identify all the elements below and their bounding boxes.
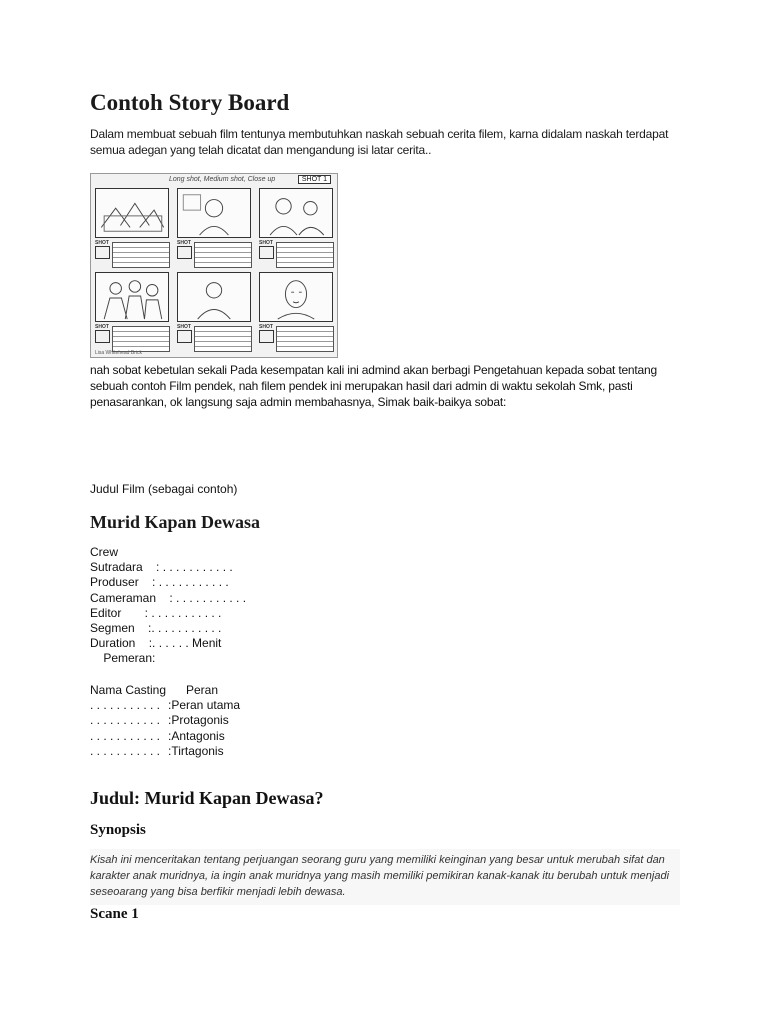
crew-line: Sutradara : . . . . . . . . . . . bbox=[90, 560, 233, 575]
shot-number-box bbox=[95, 246, 110, 259]
crew-list bbox=[90, 545, 246, 667]
storyboard-footer: Lisa Whitehead Brick bbox=[95, 350, 142, 356]
cast-role: :Peran utama bbox=[168, 698, 241, 713]
cast-row bbox=[90, 744, 240, 759]
shot-label: SHOT bbox=[259, 240, 273, 246]
storyboard-caption-5 bbox=[177, 324, 251, 352]
cast-name: . . . . . . . . . . . bbox=[90, 743, 161, 758]
caption-lines bbox=[112, 326, 170, 352]
cast-header-row bbox=[90, 683, 240, 698]
crew-line: Produser : . . . . . . . . . . . bbox=[90, 575, 229, 590]
after-image-paragraph: nah sobat kebetulan sekali Pada kesempatan kali ini admind akan berbagi Pengetahuan kepada sobat tentang sebuah contoh Film pendek, nah filem pendek ini merupakan hasil dari admin di waktu sekolah Smk, pasti penasarankan, ok langsung saja admin membahasnya, Simak baik-baikya sobat: bbox=[90, 363, 657, 409]
cast-role: :Antagonis bbox=[168, 728, 225, 743]
synopsis-text: Kisah ini menceritakan tentang perjuangan seorang guru yang memiliki keinginan yang besar untuk merubah sifat dan karakter anak muridnya, ia ingin anak muridnya yang masih memiliki pemikiran kanak-kanak itu berubah untuk menjadi seseoarang yang bisa berfikir menjadi lebih dewasa. bbox=[90, 854, 670, 898]
shot-number-box bbox=[95, 330, 110, 343]
synopsis-heading: Synopsis bbox=[90, 822, 146, 838]
shot-number-box bbox=[177, 330, 192, 343]
shot-label: SHOT bbox=[95, 240, 109, 246]
crew-line: Pemeran: bbox=[90, 651, 156, 666]
storyboard-caption-4 bbox=[95, 324, 169, 352]
judul-heading: Judul: Murid Kapan Dewasa? bbox=[90, 788, 324, 808]
storyboard-frame-6 bbox=[259, 272, 333, 322]
shot-number-box bbox=[259, 330, 274, 343]
storyboard-caption-6 bbox=[259, 324, 333, 352]
storyboard-caption-1 bbox=[95, 240, 169, 268]
cast-role: :Tirtagonis bbox=[168, 743, 224, 758]
shot-label: SHOT bbox=[259, 324, 273, 330]
cast-header-name: Nama Casting bbox=[90, 683, 167, 697]
caption-lines bbox=[112, 242, 170, 268]
cast-name: . . . . . . . . . . . bbox=[90, 713, 161, 728]
crew-line: Editor : . . . . . . . . . . . bbox=[90, 605, 222, 620]
shot-label: SHOT bbox=[177, 240, 191, 246]
cast-table bbox=[90, 683, 240, 759]
crew-line: Duration :. . . . . . Menit bbox=[90, 636, 222, 651]
storyboard-header: Long shot, Medium shot, Close up bbox=[169, 176, 276, 183]
shot-number-box bbox=[177, 246, 192, 259]
cast-name: . . . . . . . . . . . bbox=[90, 728, 161, 743]
storyboard-frame-3 bbox=[259, 188, 333, 238]
caption-lines bbox=[194, 242, 252, 268]
storyboard-shot-tag: SHOT 1 bbox=[298, 175, 331, 184]
storyboard-image bbox=[90, 173, 338, 358]
shot-label: SHOT bbox=[177, 324, 191, 330]
cast-header-role: Peran bbox=[186, 683, 219, 697]
storyboard-caption-2 bbox=[177, 240, 251, 268]
cast-row bbox=[90, 698, 240, 713]
storyboard-frame-2 bbox=[177, 188, 251, 238]
crew-line: Segmen :. . . . . . . . . . . bbox=[90, 621, 222, 636]
shot-label: SHOT bbox=[95, 324, 109, 330]
intro-paragraph: Dalam membuat sebuah film tentunya membutuhkan naskah sebuah cerita filem, karna didalam naskah terdapat semua adegan yang telah dicatat dan mengandung isi latar cerita.. bbox=[90, 127, 669, 157]
scene-heading: Scane 1 bbox=[90, 906, 139, 922]
crew-line: Cameraman : . . . . . . . . . . . bbox=[90, 590, 247, 605]
caption-lines bbox=[276, 242, 334, 268]
film-title: Murid Kapan Dewasa bbox=[90, 512, 261, 532]
storyboard-frame-4 bbox=[95, 272, 169, 322]
judul-film-label: Judul Film (sebagai contoh) bbox=[90, 482, 238, 496]
page-title: Contoh Story Board bbox=[90, 90, 290, 115]
cast-role: :Protagonis bbox=[168, 713, 229, 728]
shot-number-box bbox=[259, 246, 274, 259]
crew-line: Crew bbox=[90, 545, 119, 559]
cast-row bbox=[90, 729, 240, 744]
caption-lines bbox=[194, 326, 252, 352]
cast-row bbox=[90, 713, 240, 728]
storyboard-frame-1 bbox=[95, 188, 169, 238]
storyboard-frame-5 bbox=[177, 272, 251, 322]
cast-name: . . . . . . . . . . . bbox=[90, 698, 161, 713]
caption-lines bbox=[276, 326, 334, 352]
synopsis-box bbox=[90, 849, 680, 905]
storyboard-caption-3 bbox=[259, 240, 333, 268]
